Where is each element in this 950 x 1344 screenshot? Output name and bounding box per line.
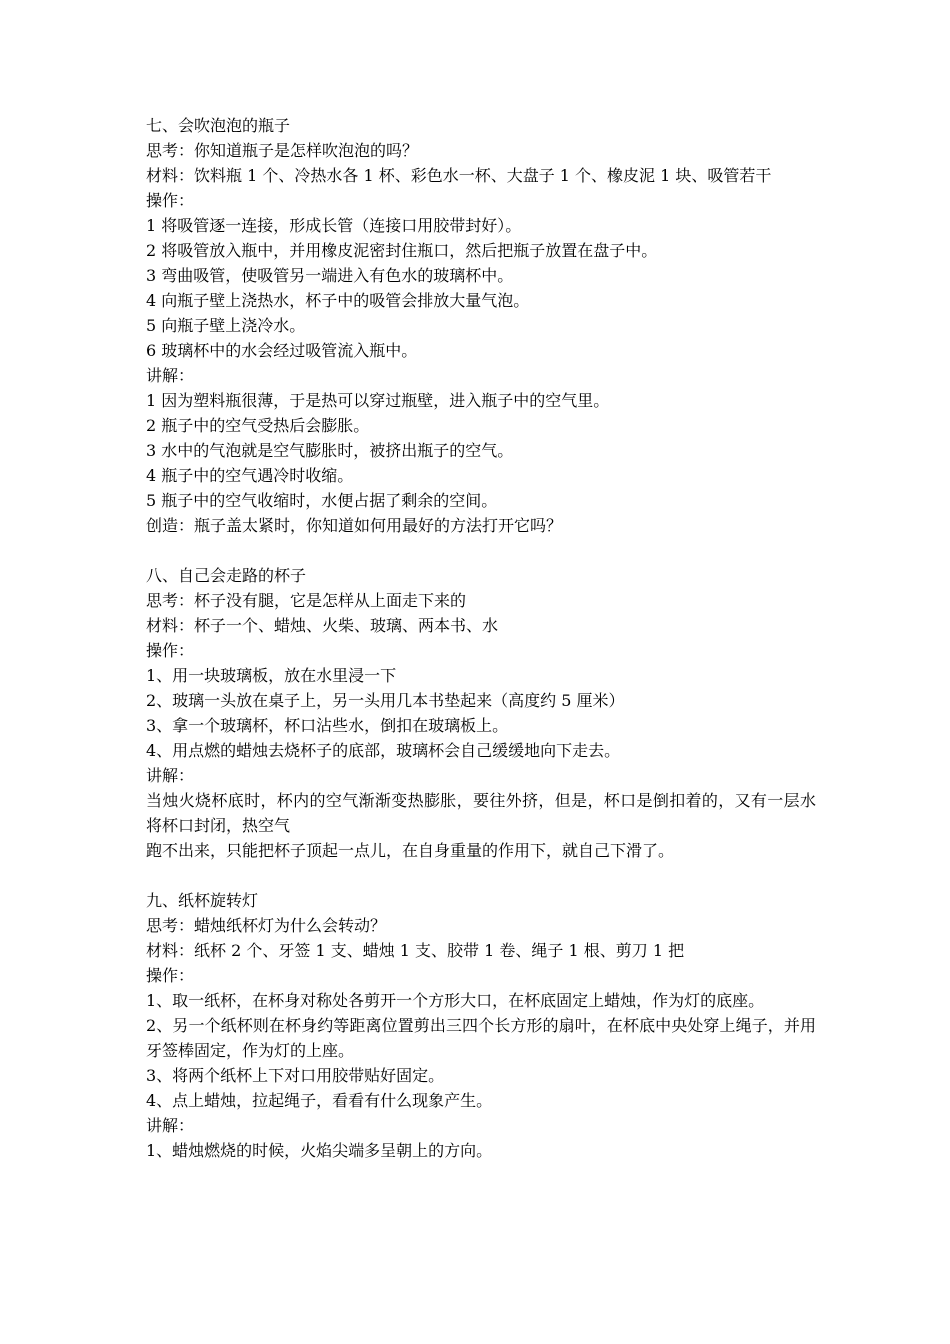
section-paper-cup-lamp <box>146 888 816 1163</box>
section-title: 九、纸杯旋转灯 <box>146 891 259 910</box>
step-line: 2 将吸管放入瓶中，并用橡皮泥密封住瓶口，然后把瓶子放置在盘子中。 <box>146 241 658 260</box>
step-line: 3、将两个纸杯上下对口用胶带贴好固定。 <box>146 1066 445 1085</box>
materials-line: 材料：纸杯 2 个、牙签 1 支、蜡烛 1 支、胶带 1 卷、绳子 1 根、剪刀 1 把 <box>146 941 685 960</box>
operation-heading: 操作： <box>146 966 195 985</box>
section-spacer <box>146 538 816 563</box>
think-line: 思考：蜡烛纸杯灯为什么会转动？ <box>146 916 387 935</box>
section-walking-cup <box>146 563 816 863</box>
explanation-heading: 讲解： <box>146 766 195 785</box>
explanation-line: 1 因为塑料瓶很薄，于是热可以穿过瓶壁，进入瓶子中的空气里。 <box>146 391 610 410</box>
explanation-line: 跑不出来，只能把杯子顶起一点儿，在自身重量的作用下，就自己下滑了。 <box>146 841 675 860</box>
operation-heading: 操作： <box>146 641 195 660</box>
operation-heading: 操作： <box>146 191 195 210</box>
section-spacer <box>146 863 816 888</box>
explanation-heading: 讲解： <box>146 1116 195 1135</box>
think-line: 思考：杯子没有腿，它是怎样从上面走下来的 <box>146 591 467 610</box>
materials-line: 材料：饮料瓶 1 个、冷热水各 1 杯、彩色水一杯、大盘子 1 个、橡皮泥 1 块、吸管若干 <box>146 166 772 185</box>
explanation-line: 5 瓶子中的空气收缩时，水便占据了剩余的空间。 <box>146 491 498 510</box>
step-line: 5 向瓶子壁上浇冷水。 <box>146 316 306 335</box>
explanation-line: 当烛火烧杯底时，杯内的空气渐渐变热膨胀，要往外挤，但是，杯口是倒扣着的，又有一层水将杯口封闭，热空气 <box>146 791 816 835</box>
step-line: 4、用点燃的蜡烛去烧杯子的底部，玻璃杯会自己缓缓地向下走去。 <box>146 741 621 760</box>
step-line: 4、点上蜡烛，拉起绳子，看看有什么现象产生。 <box>146 1091 493 1110</box>
section-title: 七、会吹泡泡的瓶子 <box>146 116 291 135</box>
think-line: 思考：你知道瓶子是怎样吹泡泡的吗？ <box>146 141 419 160</box>
create-line: 创造：瓶子盖太紧时，你知道如何用最好的方法打开它吗？ <box>146 516 563 535</box>
step-line: 1 将吸管逐一连接，形成长管（连接口用胶带封好）。 <box>146 216 522 235</box>
step-line: 6 玻璃杯中的水会经过吸管流入瓶中。 <box>146 341 418 360</box>
step-line: 1、用一块玻璃板，放在水里浸一下 <box>146 666 397 685</box>
explanation-heading: 讲解： <box>146 366 195 385</box>
step-line: 2、另一个纸杯则在杯身约等距离位置剪出三四个长方形的扇叶，在杯底中央处穿上绳子，并用牙签棒固定，作为灯的上座。 <box>146 1016 816 1060</box>
section-bottle-bubbles <box>146 113 816 538</box>
step-line: 1、取一纸杯，在杯身对称处各剪开一个方形大口，在杯底固定上蜡烛，作为灯的底座。 <box>146 991 765 1010</box>
section-title: 八、自己会走路的杯子 <box>146 566 307 585</box>
materials-line: 材料：杯子一个、蜡烛、火柴、玻璃、两本书、水 <box>146 616 499 635</box>
explanation-line: 4 瓶子中的空气遇冷时收缩。 <box>146 466 354 485</box>
explanation-line: 2 瓶子中的空气受热后会膨胀。 <box>146 416 370 435</box>
explanation-line: 1、蜡烛燃烧的时候，火焰尖端多呈朝上的方向。 <box>146 1141 493 1160</box>
explanation-line: 3 水中的气泡就是空气膨胀时，被挤出瓶子的空气。 <box>146 441 514 460</box>
document-page <box>146 113 816 1163</box>
step-line: 3、拿一个玻璃杯，杯口沾些水，倒扣在玻璃板上。 <box>146 716 509 735</box>
step-line: 2、玻璃一头放在桌子上，另一头用几本书垫起来（高度约 5 厘米） <box>146 691 625 710</box>
step-line: 3 弯曲吸管，使吸管另一端进入有色水的玻璃杯中。 <box>146 266 514 285</box>
step-line: 4 向瓶子壁上浇热水，杯子中的吸管会排放大量气泡。 <box>146 291 530 310</box>
